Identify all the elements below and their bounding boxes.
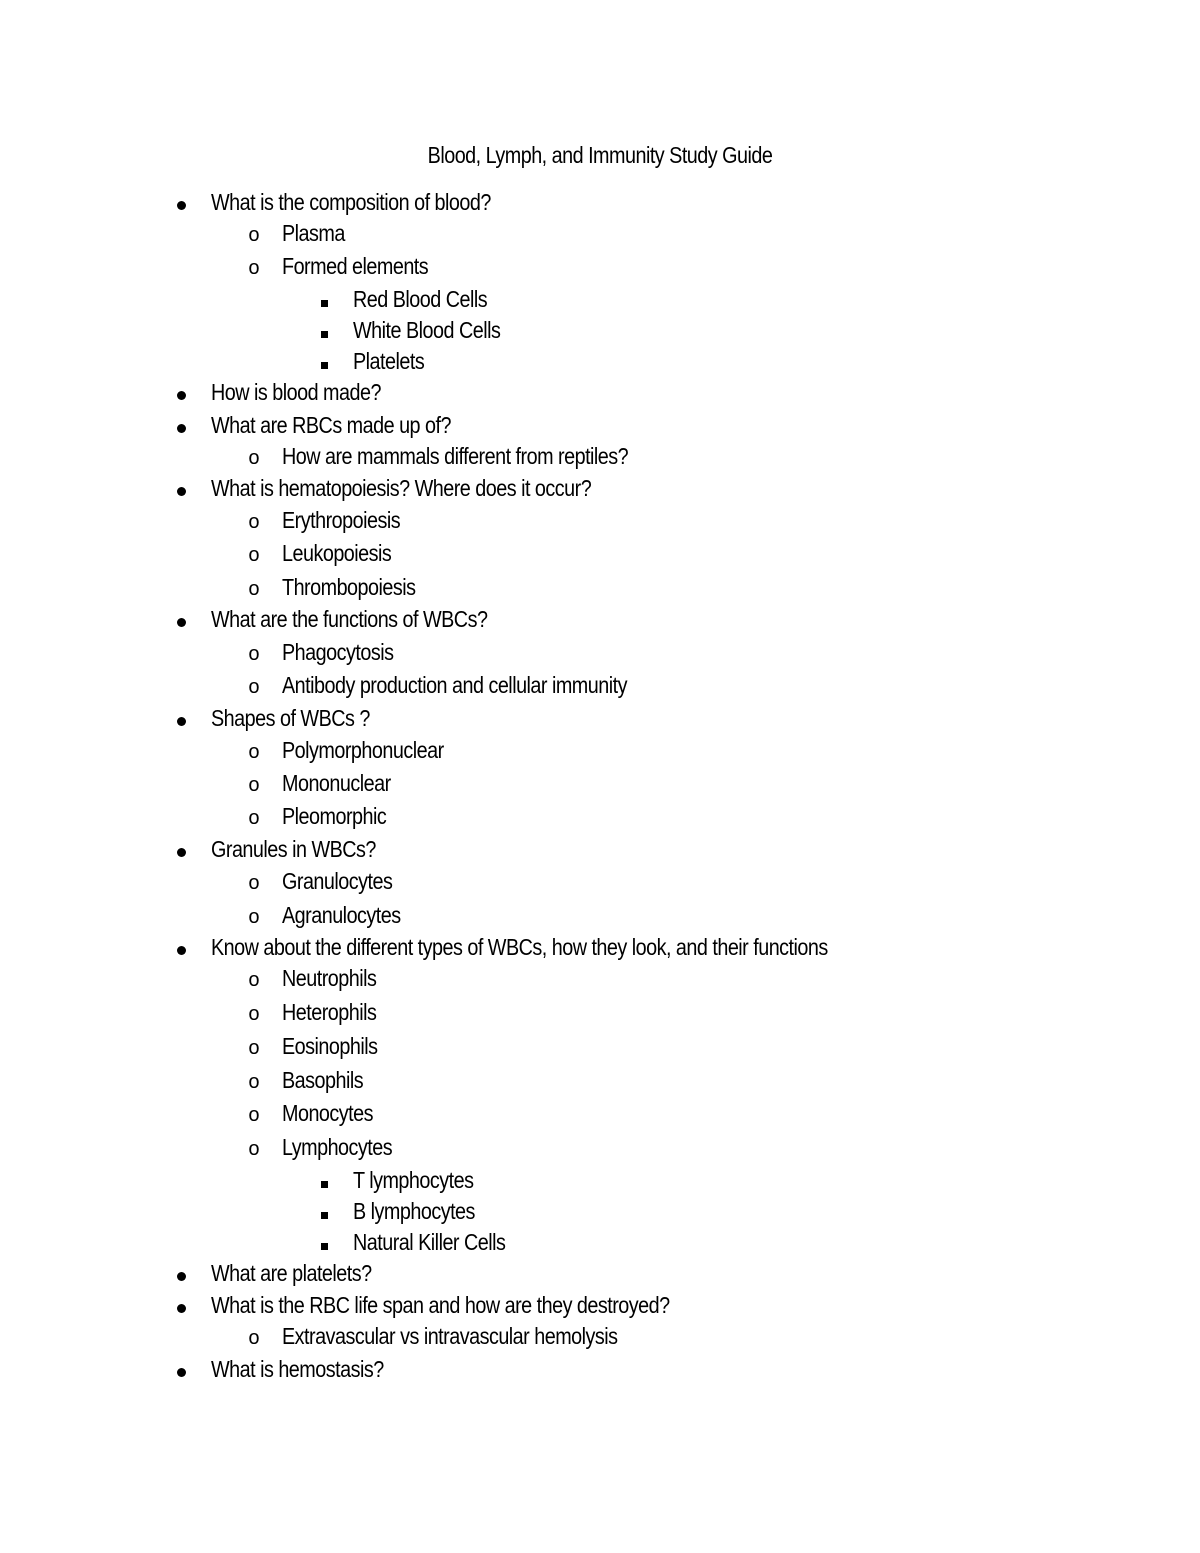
outline-item-text: Antibody production and cellular immunity xyxy=(282,672,627,698)
bullet-circle-icon: o xyxy=(247,1139,260,1162)
outline-item-text: Extravascular vs intravascular hemolysis xyxy=(282,1323,618,1349)
bullet-circle-icon: o xyxy=(247,1038,260,1061)
bullet-circle-icon: o xyxy=(247,1072,260,1095)
outline-item-text: Plasma xyxy=(282,220,345,246)
bullet-circle-icon: o xyxy=(247,258,260,281)
bullet-circle-icon: o xyxy=(247,677,260,700)
outline-item-text: What is the composition of blood? xyxy=(211,189,491,215)
outline-item-text: Leukopoiesis xyxy=(282,540,392,566)
outline-item-text: Granulocytes xyxy=(282,868,393,894)
bullet-dot-icon xyxy=(171,703,191,733)
outline-item-text: Shapes of WBCs ? xyxy=(211,705,370,731)
outline-item-text: Formed elements xyxy=(282,253,429,279)
bullet-dot-icon xyxy=(171,932,191,962)
bullet-dot-icon xyxy=(171,604,191,634)
bullet-circle-icon: o xyxy=(247,1328,260,1351)
outline-item-text: T lymphocytes xyxy=(353,1167,474,1193)
outline-item-text: Mononuclear xyxy=(282,770,391,796)
bullet-circle-icon: o xyxy=(247,448,260,471)
bullet-square-icon xyxy=(314,1165,334,1195)
bullet-square-icon xyxy=(314,315,334,345)
bullet-circle-icon: o xyxy=(247,907,260,930)
bullet-circle-icon: o xyxy=(247,1004,260,1027)
bullet-dot-icon xyxy=(171,834,191,864)
bullet-dot-icon xyxy=(171,410,191,440)
bullet-dot-icon xyxy=(171,1354,191,1384)
outline-item-text: How is blood made? xyxy=(211,379,381,405)
bullet-circle-icon: o xyxy=(247,742,260,765)
outline-item-text: What are the functions of WBCs? xyxy=(211,606,488,632)
bullet-dot-icon xyxy=(171,1258,191,1288)
outline-item-text: Know about the different types of WBCs, how they look, and their functions xyxy=(211,934,828,960)
outline-item-text: Phagocytosis xyxy=(282,639,394,665)
outline-item-text: Polymorphonuclear xyxy=(282,737,444,763)
bullet-dot-icon xyxy=(171,473,191,503)
bullet-circle-icon: o xyxy=(247,970,260,993)
bullet-dot-icon xyxy=(171,187,191,217)
outline-item-text: How are mammals different from reptiles? xyxy=(282,443,629,469)
bullet-square-icon xyxy=(314,1227,334,1257)
outline-item-text: Agranulocytes xyxy=(282,902,401,928)
bullet-square-icon xyxy=(314,284,334,314)
bullet-square-icon xyxy=(314,1196,334,1226)
page-title: Blood, Lymph, and Immunity Study Guide xyxy=(427,142,773,168)
outline-item-text: Monocytes xyxy=(282,1100,374,1126)
bullet-square-icon xyxy=(314,346,334,376)
bullet-circle-icon: o xyxy=(247,1105,260,1128)
bullet-circle-icon: o xyxy=(247,579,260,602)
outline-item-text: What are platelets? xyxy=(211,1260,372,1286)
outline-item-text: Granules in WBCs? xyxy=(211,836,376,862)
outline-item-text: B lymphocytes xyxy=(353,1198,475,1224)
outline-item-text: Neutrophils xyxy=(282,965,377,991)
outline-item-text: Basophils xyxy=(282,1067,364,1093)
outline-item-text: What is the RBC life span and how are they destroyed? xyxy=(211,1292,670,1318)
bullet-circle-icon: o xyxy=(247,225,260,248)
bullet-circle-icon: o xyxy=(247,873,260,896)
outline-item-text: What are RBCs made up of? xyxy=(211,412,451,438)
outline-item-text: Thrombopoiesis xyxy=(282,574,416,600)
bullet-circle-icon: o xyxy=(247,644,260,667)
outline-item-text: White Blood Cells xyxy=(353,317,501,343)
bullet-circle-icon: o xyxy=(247,808,260,831)
bullet-dot-icon xyxy=(171,377,191,407)
outline-item-text: Erythropoiesis xyxy=(282,507,401,533)
outline-item-text: Natural Killer Cells xyxy=(353,1229,506,1255)
outline-item-text: Lymphocytes xyxy=(282,1134,393,1160)
outline-item-text: Eosinophils xyxy=(282,1033,378,1059)
outline-item-text: Red Blood Cells xyxy=(353,286,488,312)
outline-item-text: Heterophils xyxy=(282,999,377,1025)
outline-item-text: What is hematopoiesis? Where does it occur? xyxy=(211,475,592,501)
outline-item-text: What is hemostasis? xyxy=(211,1356,384,1382)
outline-item-text: Platelets xyxy=(353,348,425,374)
bullet-circle-icon: o xyxy=(247,512,260,535)
bullet-circle-icon: o xyxy=(247,545,260,568)
bullet-circle-icon: o xyxy=(247,775,260,798)
bullet-dot-icon xyxy=(171,1290,191,1320)
outline-item-text: Pleomorphic xyxy=(282,803,387,829)
